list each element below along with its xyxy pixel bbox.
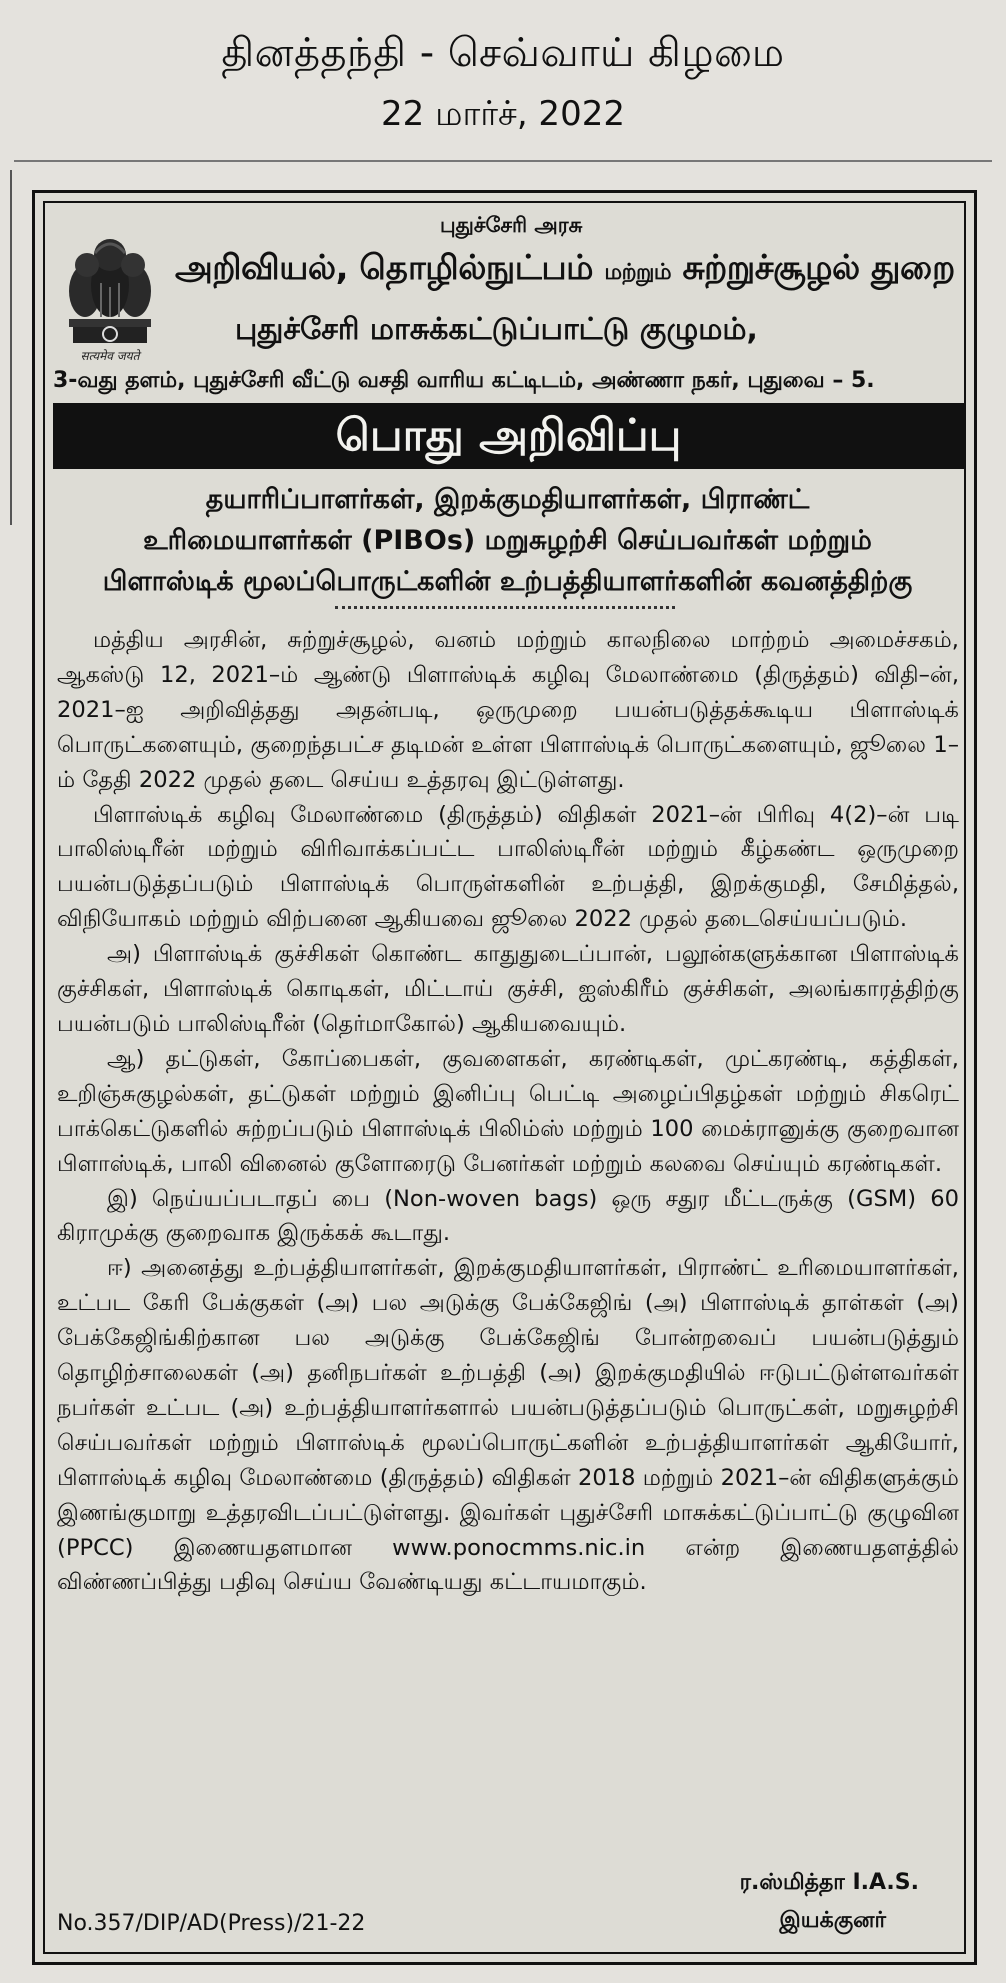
list-item-a: அ) பிளாஸ்டிக் குச்சிகள் கொண்ட காதுதுடைப்பான், பலூன்களுக்கான பிளாஸ்டிக் குச்சிகள், பிளாஸ்டிக் கொடிகள், மிட்டாய் குச்சி, ஐஸ்கிரீம் குச்சிகள், அலங்காரத்திற்கு பயன்படும் பாலிஸ்டிரீன் (தெர்மாகோல்) ஆகியவையும். <box>57 941 959 1037</box>
signatory-name: ர.ஸ்மித்தா I.A.S. <box>739 1870 919 1895</box>
clipping-edge <box>14 160 992 162</box>
government-name: புதுச்சேரி அரசு <box>440 213 583 237</box>
attention-line-3: பிளாஸ்டிக் மூலப்பொருட்களின் உற்பத்தியாளர்களின் கவனத்திற்கு <box>102 566 913 597</box>
department-name-part1: அறிவியல், தொழில்நுட்பம் <box>175 248 605 288</box>
press-reference-number: No.357/DIP/AD(Press)/21-22 <box>57 1911 366 1936</box>
attention-line-1: தயாரிப்பாளர்கள், இறக்குமதியாளர்கள், பிராண்ட் <box>205 484 810 515</box>
lion-capital-icon <box>55 225 165 347</box>
office-address: 3-வது தளம், புதுச்சேரி வீட்டு வசதி வாரிய கட்டிடம், அண்ணா நகர், புதுவை – 5. <box>53 368 875 393</box>
publication-date: 22 மார்ச், 2022 <box>381 94 625 134</box>
national-emblem-icon <box>55 225 165 367</box>
newspaper-name: தினத்தந்தி - செவ்வாய் கிழமை <box>221 30 785 76</box>
department-name <box>175 248 955 292</box>
paragraph-ban-rule: பிளாஸ்டிக் கழிவு மேலாண்மை (திருத்தம்) விதிகள் 2021–ன் பிரிவு 4(2)–ன் படி பாலிஸ்டிரீன் மற்றும் விரிவாக்கப்பட்ட பாலிஸ்டிரீன் மற்றும் கீழ்கண்ட ஒருமுறை பயன்படுத்தப்படும் பிளாஸ்டிக் பொருள்களின் உற்பத்தி, இறக்குமதி, சேமித்தல், விநியோகம் மற்றும் விற்பனை ஆகியவை ஜூலை 2022 முதல் தடைசெய்யப்படும். <box>57 801 959 933</box>
public-notice-advertisement <box>32 190 977 1965</box>
notice-body <box>57 623 959 1600</box>
paragraph-ministry-notification: மத்திய அரசின், சுற்றுச்சூழல், வனம் மற்றும் காலநிலை மாற்றம் அமைச்சகம், ஆகஸ்டு 12, 2021–ம் ஆண்டு பிளாஸ்டிக் கழிவு மேலாண்மை (திருத்தம்) விதி–ன், 2021–ஐ அறிவித்தது அதன்படி, ஒருமுறை பயன்படுத்தக்கூடிய பிளாஸ்டிக் பொருட்களையும், குறைந்தபட்ச தடிமன் உள்ள பிளாஸ்டிக் பொருட்களையும், ஜூலை 1–ம் தேதி 2022 முதல் தடை செய்ய உத்தரவு இட்டுள்ளது. <box>57 627 959 793</box>
side-rule <box>10 170 12 525</box>
list-item-c: இ) நெய்யப்படாதப் பை (Non-woven bags) ஒரு சதுர மீட்டருக்கு (GSM) 60 கிராமுக்கு குறைவாக இருக்கக் கூடாது. <box>57 1185 959 1247</box>
department-name-and: மற்றும் <box>604 260 672 285</box>
signatory-designation: இயக்குனர் <box>779 1908 886 1933</box>
attention-line-2: உரிமையாளர்கள் (PIBOs) மறுசுழற்சி செய்பவர்கள் மற்றும் <box>143 525 872 556</box>
attention-heading <box>45 479 970 602</box>
emblem-motto: सत्यमेव जयते <box>80 349 140 363</box>
pollution-control-board-name: புதுச்சேரி மாசுக்கட்டுப்பாட்டு குழுமம், <box>235 312 758 347</box>
newspaper-masthead <box>0 0 1006 168</box>
dotted-separator <box>335 606 675 609</box>
department-name-part2: சுற்றுச்சூழல் துறை <box>671 248 955 288</box>
public-notice-banner: பொது அறிவிப்பு <box>53 403 964 469</box>
list-item-b: ஆ) தட்டுகள், கோப்பைகள், குவளைகள், கரண்டிகள், முட்கரண்டி, கத்திகள், உறிஞ்சுகுழல்கள், தட்டுகள் மற்றும் இனிப்பு பெட்டி அழைப்பிதழ்கள் மற்றும் சிகரெட் பாக்கெட்டுகளில் சுற்றப்படும் பிளாஸ்டிக் பிலிம்ஸ் மற்றும் 100 மைக்ரானுக்கு குறைவான பிளாஸ்டிக், பாலி வினைல் குளோரைடு பேனர்கள் மற்றும் கலவை செய்யும் கரண்டிகள். <box>57 1045 959 1177</box>
list-item-d: ஈ) அனைத்து உற்பத்தியாளர்கள், இறக்குமதியாளர்கள், பிராண்ட் உரிமையாளர்கள், உட்பட கேரி பேக்குகள் (அ) பல அடுக்கு பேக்கேஜிங் (அ) பிளாஸ்டிக் தாள்கள் (அ) பேக்கேஜிங்கிற்கான பல அடுக்கு பேக்கேஜிங் போன்றவைப் பயன்படுத்தும் தொழிற்சாலைகள் (அ) தனிநபர்கள் உற்பத்தி (அ) இறக்குமதியில் ஈடுபட்டுள்ளவர்கள் நபர்கள் உட்பட (அ) உற்பத்தியாளர்களால் பயன்படுத்தப்படும் பொருட்கள், மறுசுழற்சி செய்பவர்கள் மற்றும் பிளாஸ்டிக் மூலப்பொருட்களின் உற்பத்தியாளர்கள் ஆகியோர், பிளாஸ்டிக் கழிவு மேலாண்மை (திருத்தம்) விதிகள் 2018 மற்றும் 2021–ன் விதிகளுக்கும் இணங்குமாறு உத்தரவிடப்பட்டுள்ளது. இவர்கள் புதுச்சேரி மாசுக்கட்டுப்பாட்டு குழுவின (PPCC) இணையதளமான www.ponocmms.nic.in என்ற இணையதளத்தில் விண்ணப்பித்து பதிவு செய்ய வேண்டியது கட்டாயமாகும். <box>57 1255 959 1596</box>
notice-inner-frame <box>43 201 966 1954</box>
